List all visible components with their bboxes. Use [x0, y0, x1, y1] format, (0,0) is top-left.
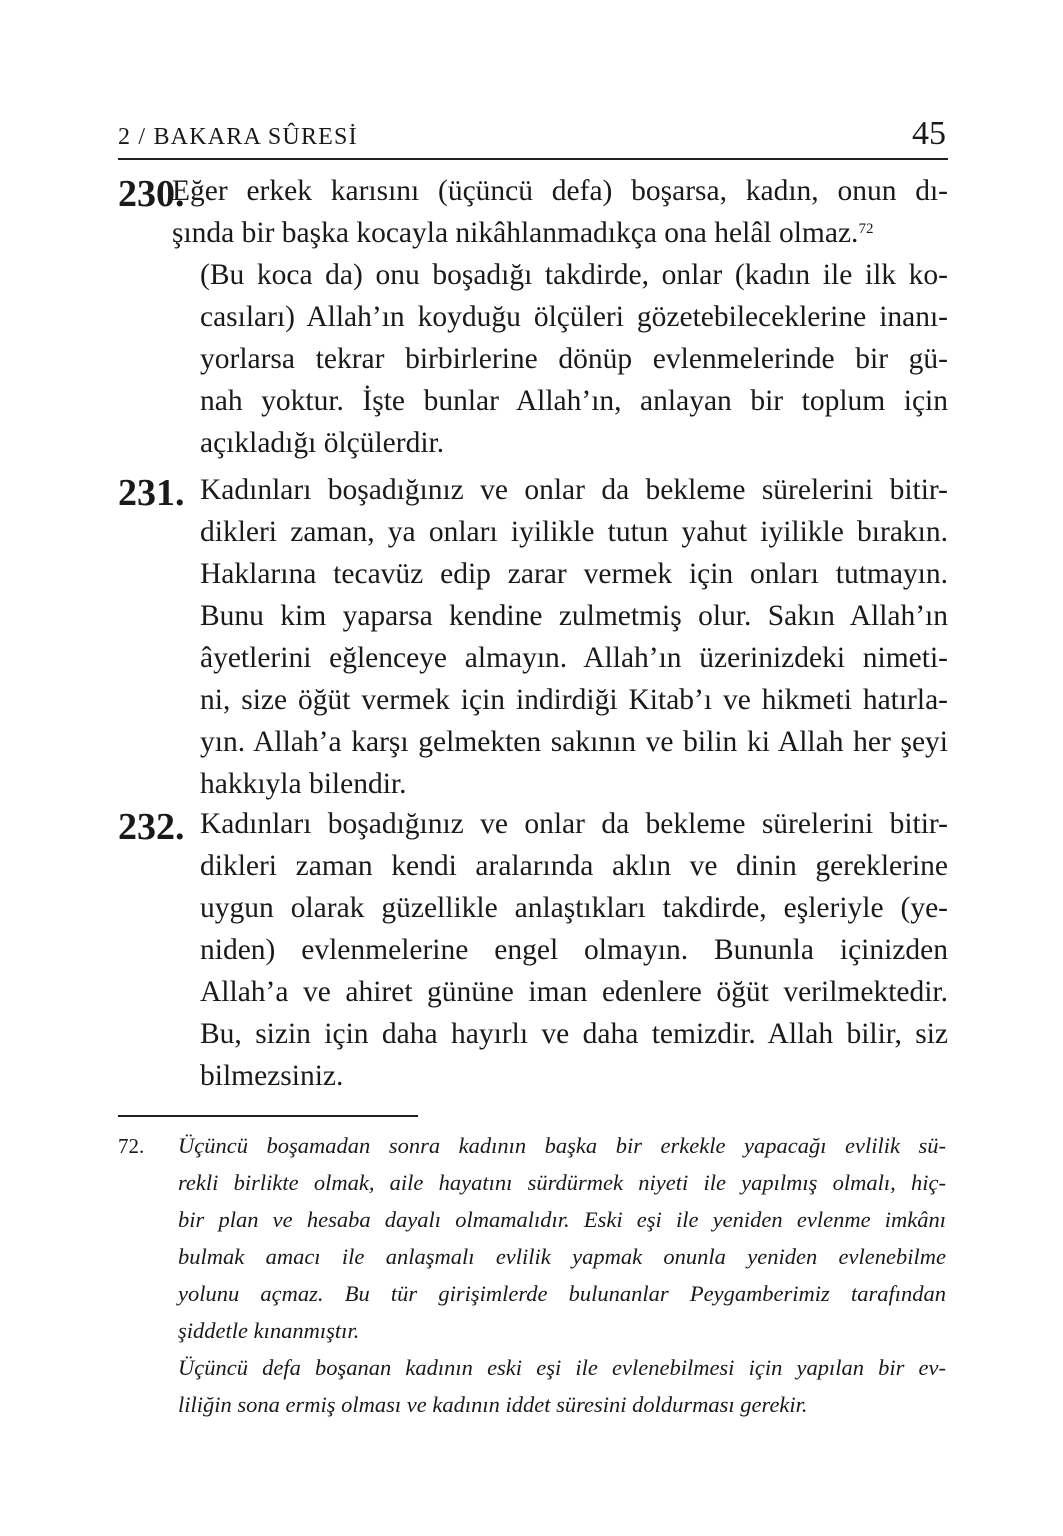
footnote-rule — [118, 1115, 418, 1117]
verse-line: niden) evlenmelerine engel olmayın. Bununla içinizden — [200, 934, 948, 966]
verse-line — [172, 216, 948, 250]
verse-line: âyetlerini eğlenceye almayın. Allah’ın üzerinizdeki nimeti- — [200, 642, 948, 674]
running-header — [118, 112, 948, 160]
footnote-line: rekli birlikte olmak, aile hayatını sürdürmek niyeti ile yapılmış olmalı, hiç- — [178, 1170, 946, 1195]
footnote-line: bulmak amacı ile anlaşmalı evlilik yapmak onunla yeniden evlenebilme — [178, 1244, 946, 1269]
verse-line: yın. Allah’a karşı gelmekten sakının ve bilin ki Allah her şeyi — [200, 726, 948, 758]
verse-line: Allah’a ve ahiret gününe iman edenlere öğüt verilmektedir. — [200, 976, 948, 1008]
verse-line: yorlarsa tekrar birbirlerine dönüp evlenmelerinde bir gü- — [200, 343, 948, 375]
page-number: 45 — [912, 115, 946, 152]
footnote-reference: 72 — [858, 221, 874, 237]
verse-line: uygun olarak güzellikle anlaştıkları takdirde, eşleriyle (ye- — [200, 892, 948, 924]
verse-line: casıları) Allah’ın koyduğu ölçüleri gözetebileceklerine inanı- — [200, 301, 948, 333]
verse-line: (Bu koca da) onu boşadığı takdirde, onlar (kadın ile ilk ko- — [200, 259, 948, 291]
footnote-number: 72. — [118, 1134, 145, 1158]
footnote-line: liliğin sona ermiş olması ve kadının iddet süresini doldurması gerekir. — [178, 1392, 808, 1417]
verse-line: Haklarına tecavüz edip zarar vermek için onları tutmayın. — [200, 558, 948, 590]
footnote-line: Üçüncü defa boşanan kadının eski eşi ile evlenebilmesi için yapılan bir ev- — [178, 1355, 946, 1380]
verse-line-text: şında bir başka kocayla nikâhlanmadıkça ona helâl olmaz. — [172, 217, 859, 249]
verse-line: Kadınları boşadığınız ve onlar da bekleme sürelerini bitir- — [200, 474, 948, 506]
verse-line: açıkladığı ölçülerdir. — [200, 427, 445, 459]
footnote-line: Üçüncü boşamadan sonra kadının başka bir erkekle yapacağı evlilik sü- — [178, 1133, 946, 1158]
verse-line: bilmezsiniz. — [200, 1060, 344, 1092]
verse-line: nah yoktur. İşte bunlar Allah’ın, anlayan bir toplum için — [200, 385, 948, 417]
verse-line: hakkıyla bilendir. — [200, 768, 407, 800]
footnote-line: bir plan ve hesaba dayalı olmamalıdır. Eski eşi ile yeniden evlenme imkânı — [178, 1207, 946, 1232]
verse-line: Eğer erkek karısını (üçüncü defa) boşarsa, kadın, onun dı- — [172, 175, 948, 207]
verse-number: 232. — [118, 806, 185, 848]
verse-number: 231. — [118, 472, 185, 514]
running-title: 2 / BAKARA SÛRESİ — [118, 124, 358, 150]
verse-line: ni, size öğüt vermek için indirdiği Kitab’ı ve hikmeti hatırla- — [200, 684, 948, 716]
verse-number: 230. — [118, 173, 185, 215]
footnote-line: yolunu açmaz. Bu tür girişimlerde bulunanlar Peygamberimiz tarafından — [178, 1281, 946, 1306]
verse-line: Bu, sizin için daha hayırlı ve daha temizdir. Allah bilir, siz — [200, 1018, 948, 1050]
footnote-line: şiddetle kınanmıştır. — [178, 1318, 360, 1343]
verse-line: Kadınları boşadığınız ve onlar da bekleme sürelerini bitir- — [200, 808, 948, 840]
verse-line: dikleri zaman kendi aralarında aklın ve dinin gereklerine — [200, 850, 948, 882]
verse-line: dikleri zaman, ya onları iyilikle tutun yahut iyilikle bırakın. — [200, 516, 948, 548]
verse-line: Bunu kim yaparsa kendine zulmetmiş olur. Sakın Allah’ın — [200, 600, 948, 632]
